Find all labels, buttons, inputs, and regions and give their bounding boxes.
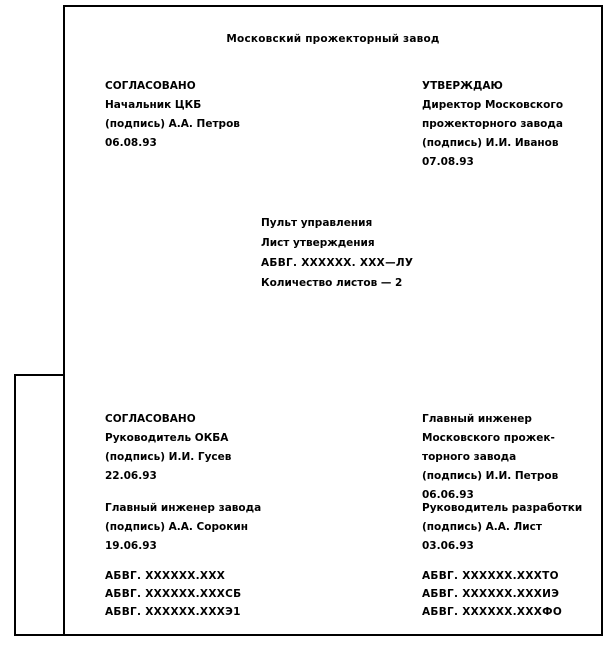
signature-block-right-chief-engineer <box>422 410 558 505</box>
approval-block-left-top <box>105 77 240 153</box>
approval-heading: СОГЛАСОВАНО <box>105 413 196 425</box>
approval-block-left-bottom <box>105 410 231 486</box>
signature-line: (подпись) А.А. Лист <box>422 521 542 533</box>
document-sheet-frame <box>63 5 603 636</box>
center-line: Лист утверждения <box>261 237 375 249</box>
document-code: АБВГ. XXXXXX.XXXИЭ <box>422 588 560 600</box>
signature-line: Московского прожек- <box>422 432 555 444</box>
approval-line: Начальник ЦКБ <box>105 99 202 111</box>
approval-heading: СОГЛАСОВАНО <box>105 80 196 92</box>
document-code: АБВГ. XXXXXX.XXXТО <box>422 570 559 582</box>
center-sheet-count: Количество листов — 2 <box>261 277 403 289</box>
approval-line: (подпись) А.А. Петров <box>105 118 240 130</box>
signature-line: Руководитель разработки <box>422 502 583 514</box>
center-document-code: АБВГ. XXXXXX. XXX—ЛУ <box>261 257 414 269</box>
signature-line: Главный инженер <box>422 413 532 425</box>
signature-block-right-dev-lead <box>422 499 582 556</box>
approval-block-right-top <box>422 77 563 172</box>
signature-line: (подпись) И.И. Петров <box>422 470 559 482</box>
document-code: АБВГ. XXXXXX.XXXЭ1 <box>105 606 241 618</box>
signature-line: торного завода <box>422 451 517 463</box>
approval-line: 07.08.93 <box>422 156 474 168</box>
center-designation-block <box>261 213 413 293</box>
document-code: АБВГ. XXXXXX.XXX <box>105 570 226 582</box>
page-title: Московский прожекторный завод <box>226 33 440 45</box>
approval-line: Директор Московского <box>422 99 564 111</box>
approval-line: (подпись) И.И. Гусев <box>105 451 232 463</box>
approval-line: (подпись) И.И. Иванов <box>422 137 559 149</box>
signature-line: 03.06.93 <box>422 540 474 552</box>
signature-line: Главный инженер завода <box>105 502 262 514</box>
signature-line: 19.06.93 <box>105 540 157 552</box>
signature-line: (подпись) А.А. Сорокин <box>105 521 248 533</box>
signature-block-left-plant-engineer <box>105 499 261 556</box>
left-margin-stub-frame <box>14 374 66 636</box>
approval-line: 06.08.93 <box>105 137 157 149</box>
document-code-list-right <box>422 567 562 621</box>
center-line: Пульт управления <box>261 217 373 229</box>
approval-heading: УТВЕРЖДАЮ <box>422 80 503 92</box>
approval-line: 22.06.93 <box>105 470 157 482</box>
approval-line: Руководитель ОКБА <box>105 432 229 444</box>
signature-line: 06.06.93 <box>422 489 474 501</box>
document-code-list-left <box>105 567 241 621</box>
approval-line: прожекторного завода <box>422 118 563 130</box>
document-code: АБВГ. XXXXXX.XXXСБ <box>105 588 242 600</box>
document-code: АБВГ. XXXXXX.XXXФО <box>422 606 563 618</box>
